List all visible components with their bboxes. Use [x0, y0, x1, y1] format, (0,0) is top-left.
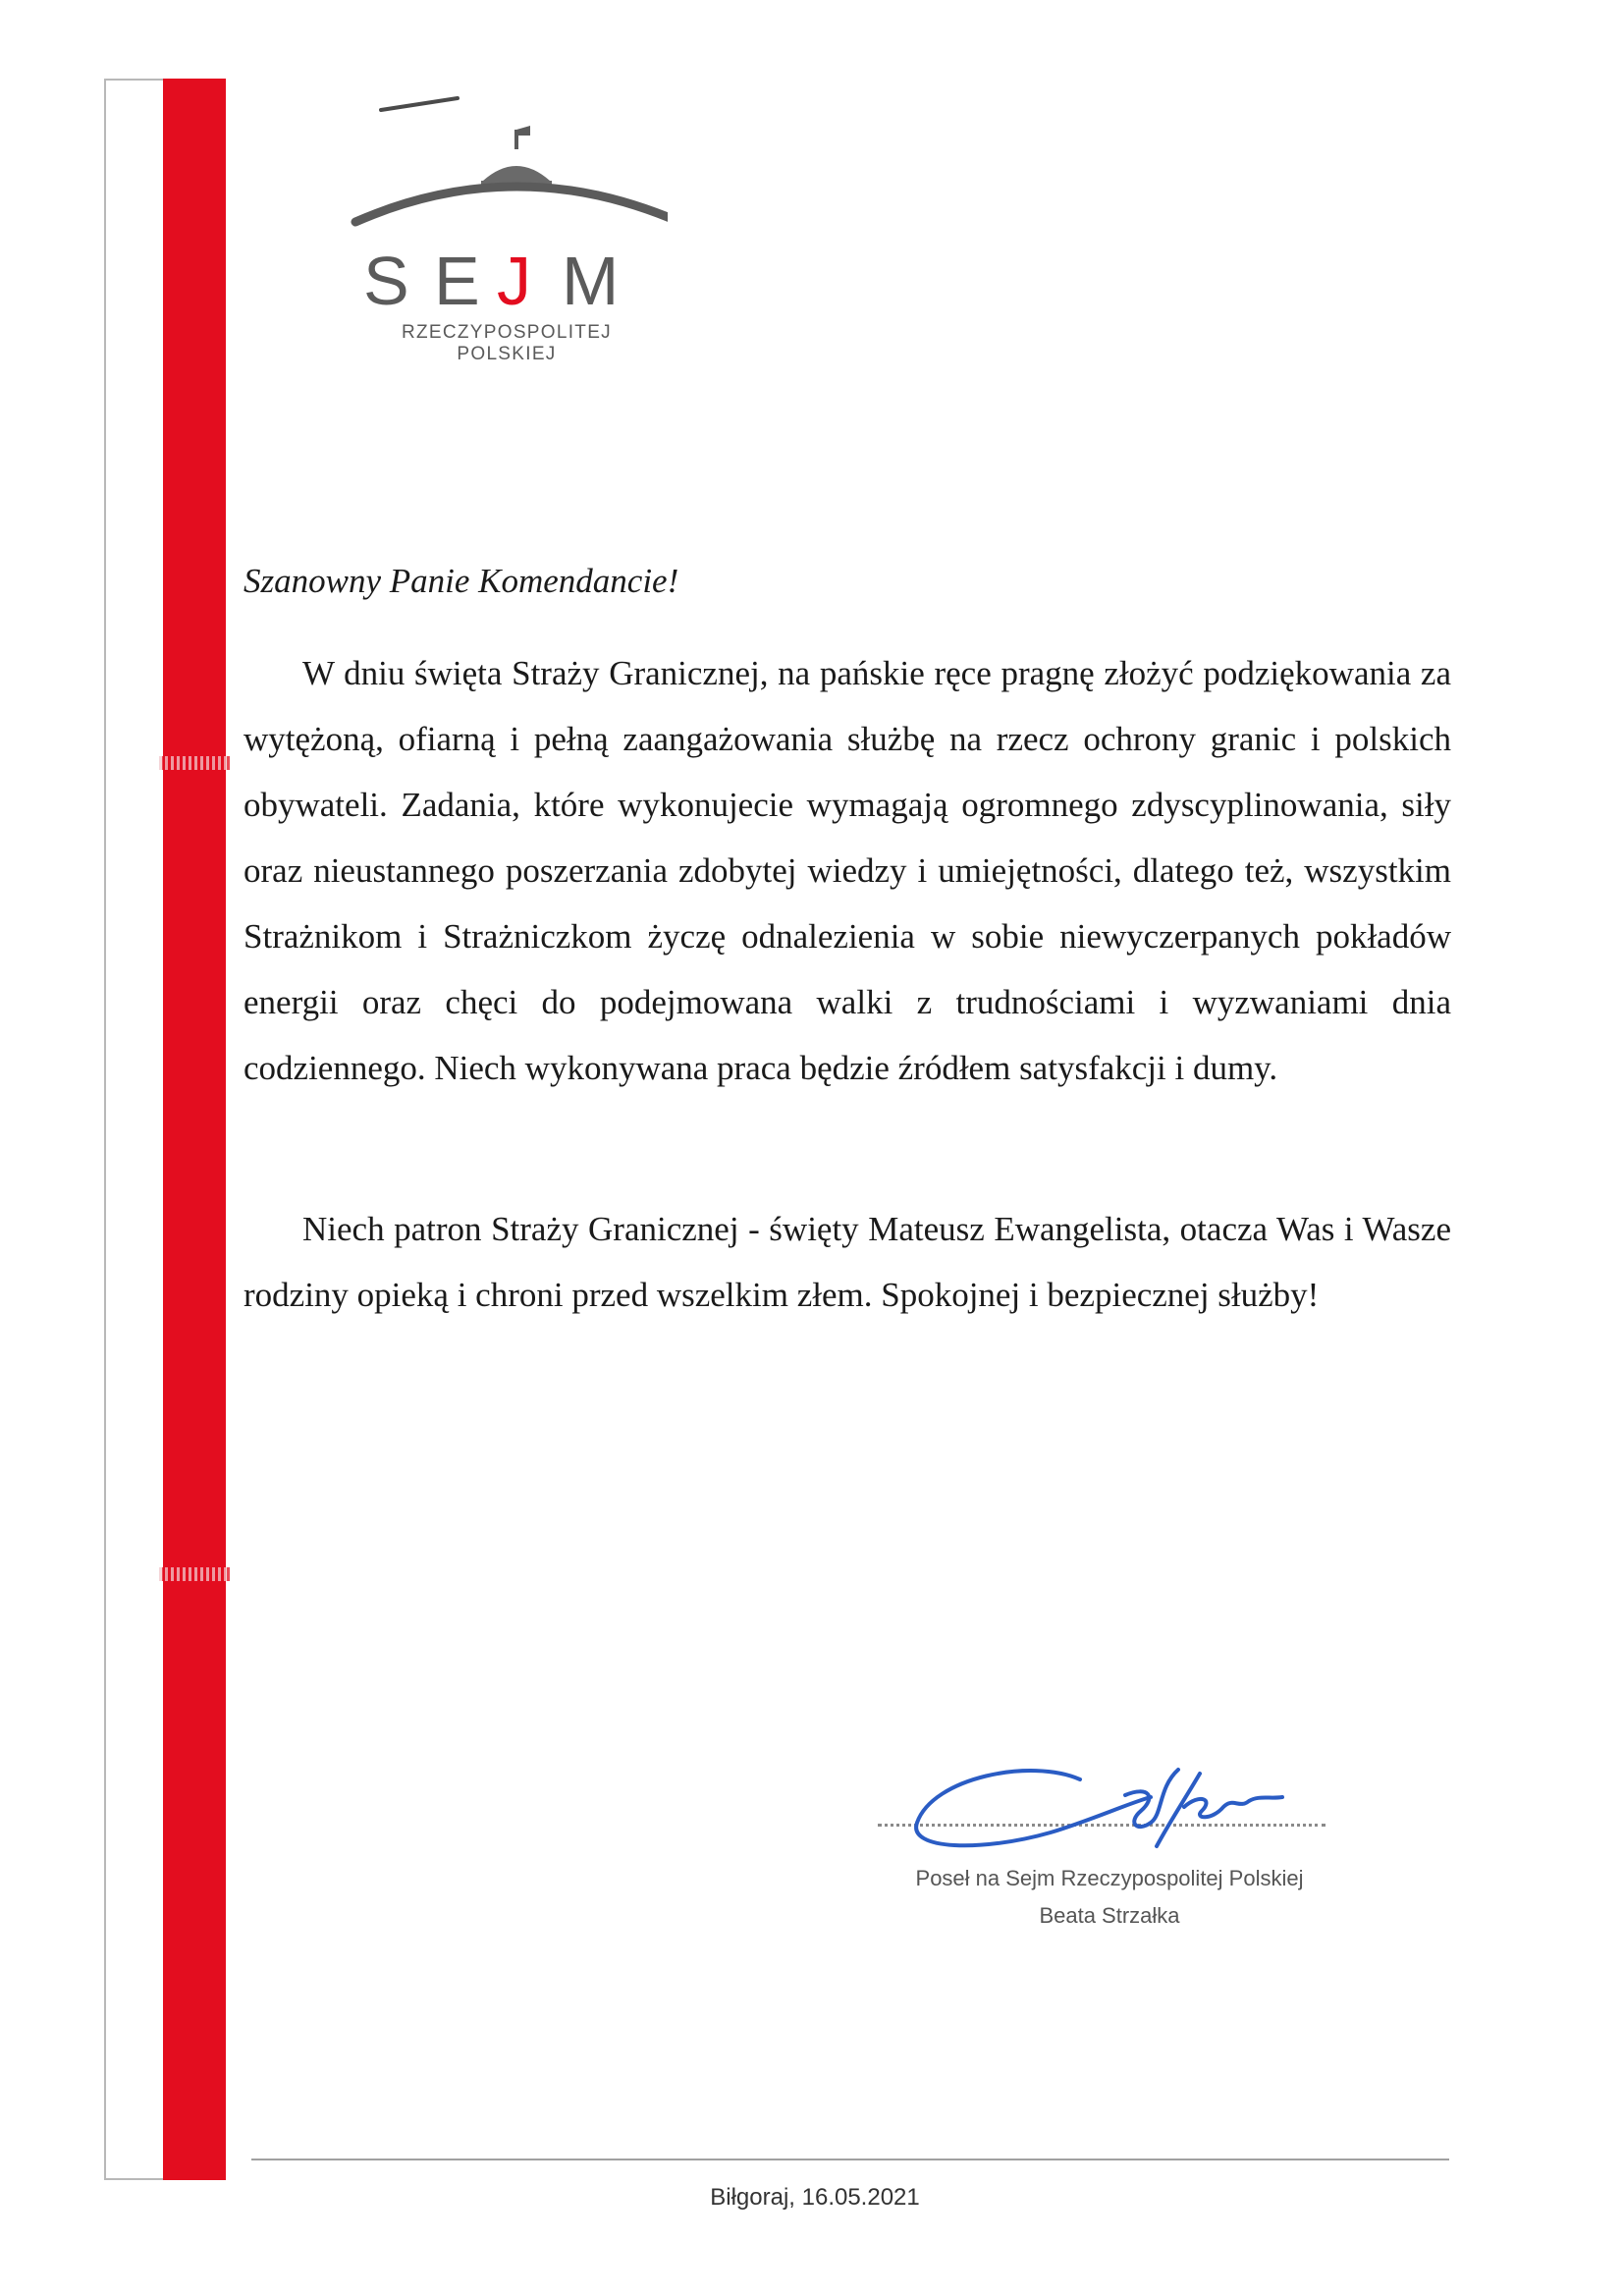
footer-divider — [251, 2159, 1449, 2160]
logo-letter-s: S — [363, 243, 409, 319]
signature-name: Beata Strzałka — [1039, 1903, 1180, 1928]
flag-scan-mark — [159, 1567, 230, 1581]
flag-scan-mark — [159, 756, 230, 770]
flag-white-stripe — [104, 79, 165, 2180]
logo-caption: RZECZYPOSPOLITEJ POLSKIEJ — [401, 322, 612, 364]
handwritten-signature — [893, 1738, 1296, 1866]
logo-letter-m: M — [562, 243, 620, 319]
sejm-logo — [334, 86, 668, 361]
letter-paragraph — [243, 1196, 1451, 1328]
paragraph-text: W dniu święta Straży Granicznej, na pańskie ręce pragnę złożyć podziękowania za wytężoną, ofiarną i pełną zaangażowania służbę na rzecz ochrony granic i polskich obywateli. Zadania, które wykonujecie wymagają ogromnego zdyscyplinowania, siły oraz nieustannego poszerzania zdobytej wiedzy i umiejętności, dlatego też, wszystkim Strażnikom i Strażniczkom życzę odnalezienia w sobie niewyczerpanych pokładów energii oraz chęci do podejmowana walki z trudnościami i wyzwaniami dnia codziennego. Niech wykonywana praca będzie źródłem satysfakcji i dumy. — [243, 654, 1451, 1087]
flag-red-stripe — [163, 79, 226, 2180]
signature-title: Poseł na Sejm Rzeczypospolitej Polskiej — [915, 1866, 1304, 1890]
paragraph-text: Niech patron Straży Granicznej - święty Mateusz Ewangelista, otacza Was i Wasze rodziny opieką i chroni przed wszelkim złem. Spokojnej i bezpiecznej służby! — [243, 1210, 1451, 1314]
footer-place-date: Biłgoraj, 16.05.2021 — [710, 2184, 920, 2211]
logo-letter-e: E — [434, 243, 480, 319]
logo-letter-j: J — [497, 243, 531, 319]
letter-paragraph — [243, 640, 1451, 1101]
letter-salutation: Szanowny Panie Komendancie! — [243, 562, 679, 600]
sejm-dome-icon — [334, 86, 668, 322]
